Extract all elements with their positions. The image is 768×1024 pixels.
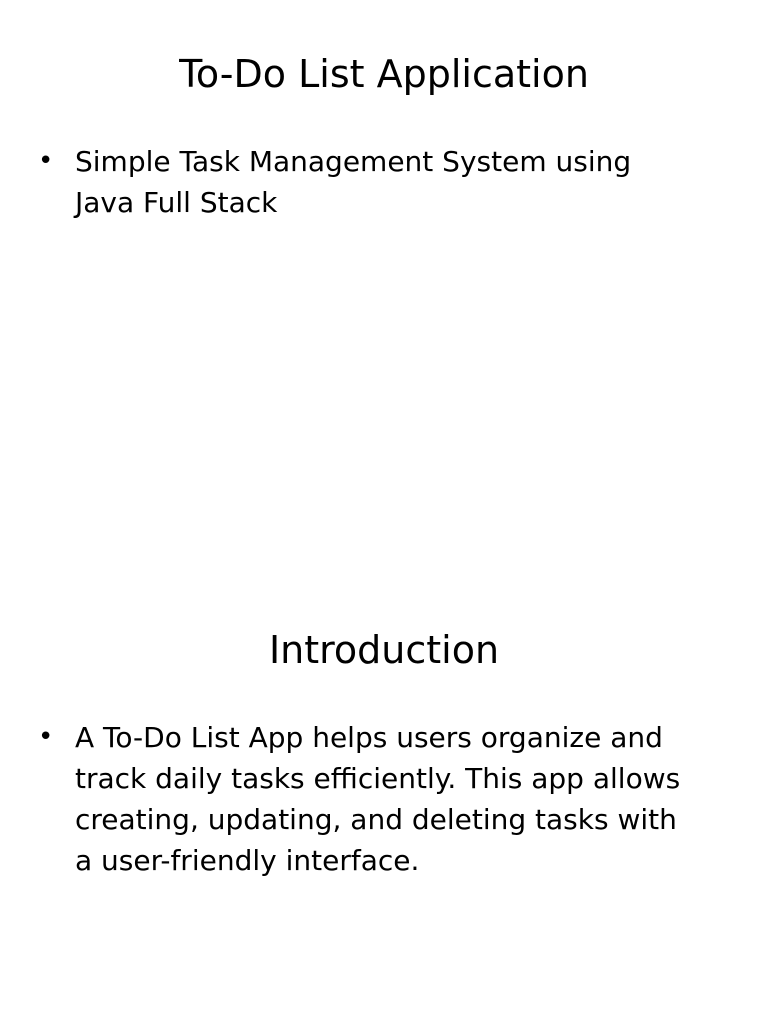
bullet-icon: • bbox=[38, 146, 54, 176]
bullet-list bbox=[38, 141, 698, 223]
slide-title: To-Do List Application bbox=[179, 52, 589, 96]
bullet-item bbox=[38, 717, 698, 881]
bullet-item bbox=[38, 141, 698, 223]
bullet-text: Simple Task Management System using Java Full Stack bbox=[75, 145, 632, 219]
slide-introduction bbox=[0, 576, 768, 1024]
bullet-list bbox=[38, 717, 698, 881]
slide-title: Introduction bbox=[268, 628, 500, 672]
bullet-text: A To-Do List App helps users organize and track daily tasks efficiently. This app allows creating, updating, and deleting tasks with a user-friendly interface. bbox=[75, 721, 681, 877]
bullet-icon: • bbox=[38, 722, 54, 752]
